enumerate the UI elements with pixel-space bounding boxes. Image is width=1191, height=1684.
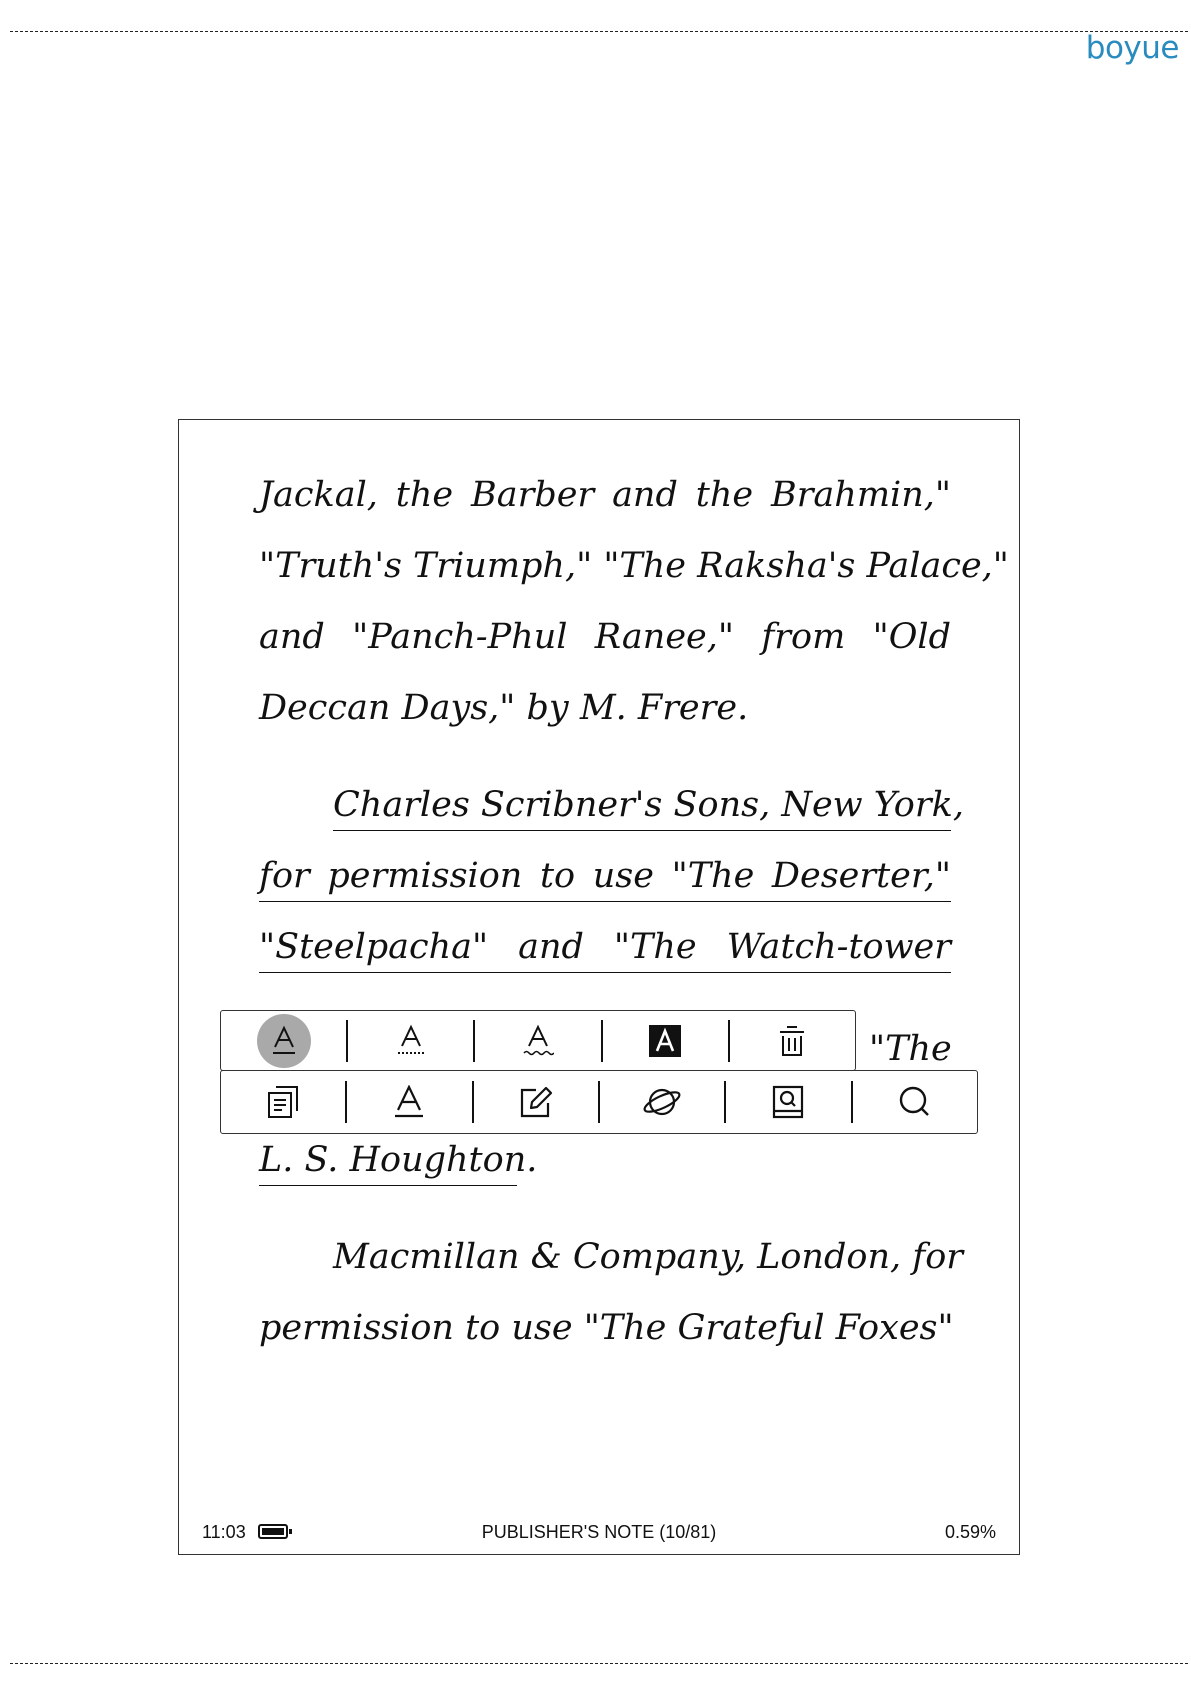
web-search-button[interactable] (600, 1071, 724, 1133)
highlight-style-button[interactable] (603, 1011, 728, 1070)
add-note-button[interactable] (474, 1071, 598, 1133)
copy-icon (267, 1085, 299, 1119)
top-dashed-border (10, 31, 1188, 32)
web-search-icon (642, 1085, 682, 1119)
text-style-button[interactable] (347, 1071, 471, 1133)
highlighted-text-line[interactable]: "Steelpacha" and "The Watch-tower (259, 922, 951, 973)
edit-note-icon (519, 1085, 553, 1119)
text-line[interactable]: Macmillan & Company, London, for (333, 1237, 963, 1277)
highlighted-text-line[interactable]: L. S. Houghton. (259, 1135, 517, 1186)
underline-style-button[interactable] (221, 1011, 346, 1070)
text-style-icon (394, 1085, 424, 1119)
text-line[interactable]: and "Panch-Phul Ranee," from "Old (259, 617, 951, 657)
search-icon (898, 1085, 932, 1119)
bottom-dashed-border (10, 1663, 1188, 1664)
delete-icon (778, 1025, 806, 1057)
wavy-underline-style-button[interactable] (475, 1011, 600, 1070)
dictionary-icon (772, 1085, 804, 1119)
selected-indicator (257, 1014, 311, 1068)
reader-screen (178, 419, 1020, 1555)
highlighted-text-line[interactable]: for permission to use "The Deserter," (259, 851, 951, 902)
copy-button[interactable] (221, 1071, 345, 1133)
dotted-underline-style-button[interactable] (348, 1011, 473, 1070)
wavy-underline-style-icon (522, 1024, 554, 1058)
dotted-underline-style-icon (396, 1024, 426, 1058)
delete-button[interactable] (730, 1011, 855, 1070)
search-button[interactable] (853, 1071, 977, 1133)
annotation-action-toolbar (220, 1070, 978, 1134)
reading-progress: 0.59% (944, 1522, 996, 1542)
text-line[interactable]: permission to use "The Grateful Foxes" (259, 1308, 954, 1348)
highlighted-text-line[interactable]: Charles Scribner's Sons, New York, (333, 780, 951, 831)
brand-logo: boyue (1085, 30, 1179, 66)
clock: 11:03 (202, 1522, 246, 1542)
text-line[interactable]: Deccan Days," by M. Frere. (259, 688, 749, 728)
status-bar (179, 1514, 1019, 1554)
text-line-fragment[interactable]: "The (869, 1029, 952, 1069)
underline-style-icon (271, 1025, 297, 1057)
dictionary-button[interactable] (726, 1071, 850, 1133)
text-line[interactable]: Jackal, the Barber and the Brahmin," (259, 475, 951, 515)
highlight-style-icon (649, 1025, 681, 1057)
chapter-indicator[interactable]: PUBLISHER'S NOTE (10/81) (481, 1522, 717, 1542)
text-line[interactable]: "Truth's Triumph," "The Raksha's Palace," (259, 546, 1009, 586)
annotation-style-toolbar (220, 1010, 856, 1071)
